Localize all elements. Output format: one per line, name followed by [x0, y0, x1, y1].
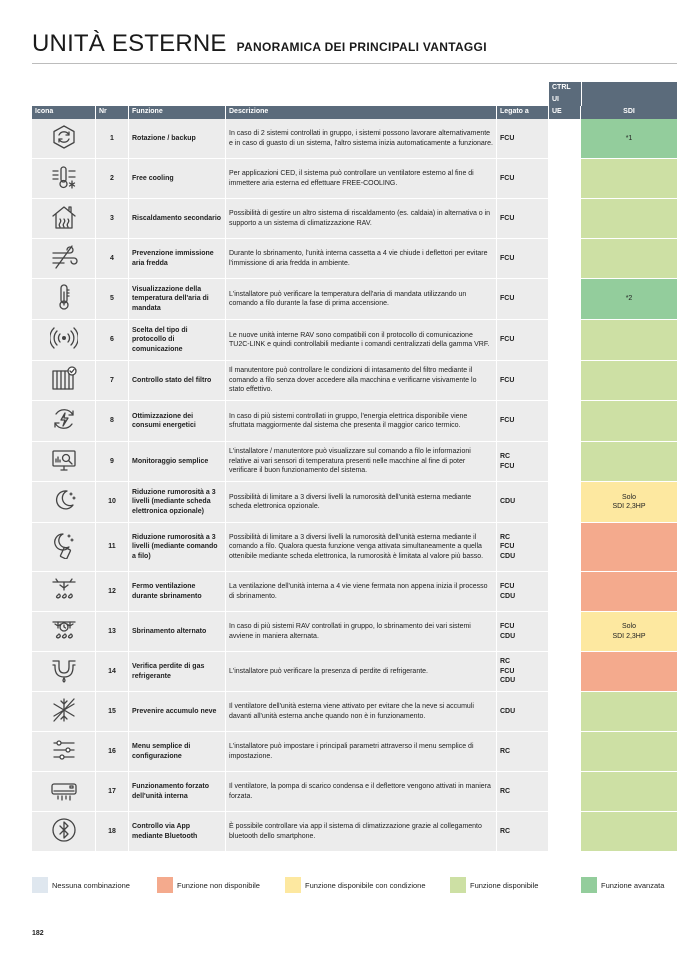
legato-value: RC FCU CDU: [500, 533, 516, 560]
icon-cell: [32, 612, 96, 651]
table-row: [32, 239, 677, 279]
col-ue: UE: [549, 106, 581, 119]
function-cell: [129, 320, 226, 360]
nr-cell: [96, 612, 129, 651]
sdi-cell: [581, 652, 677, 691]
rotation-icon: [50, 123, 78, 155]
sdi-value: *2: [625, 295, 633, 303]
nr-cell: [96, 523, 129, 571]
function-name: Fermo ventilazione durante sbrinamento: [132, 583, 202, 600]
table-row: [32, 523, 677, 572]
function-cell: [129, 401, 226, 441]
description-cell: [226, 652, 497, 691]
legato-cell: [497, 772, 549, 811]
description-text: Il manutentore può controllare le condizioni di intasamento del filtro mediante il comando a filo senza dover accedere alla macchina e verificarne visivamente lo stato effettivo.: [229, 367, 477, 394]
function-name: Prevenire accumulo neve: [132, 707, 217, 715]
description-text: In caso di più sistemi controllati in gruppo, l'energia elettrica disponibile viene sfruttata maggiormente dal sistema che presenta il maggior carico termico.: [229, 412, 468, 429]
sdi-cell: [581, 692, 677, 731]
nr-cell: [96, 572, 129, 611]
sdi-cell: [581, 320, 677, 360]
legato-value: FCU CDU: [500, 583, 516, 600]
ui-label: UI: [549, 94, 581, 106]
description-text: Possibilità di limitare a 3 diversi livelli la rumorosità dell'unità esterna mediante il comando a filo. Qualora questa funzione venga attivata simultaneamente a quella ottenibile mediante scheda elettronica, la rumorosità è limitata al valore più basso.: [229, 533, 484, 560]
legato-value: FCU: [500, 214, 515, 222]
nr-cell: [96, 652, 129, 691]
description-text: Possibilità di gestire un altro sistema di riscaldamento (es. caldaia) in alternativa o in supporto a un sistema di climatizzazione RAV.: [229, 210, 491, 227]
ue-cell: [549, 320, 581, 360]
description-text: Per applicazioni CED, il sistema può controllare un ventilatore esterno al fine di immettere aria esterna ed effettuare FREE-COOLING.: [229, 170, 474, 187]
legato-value: RC: [500, 787, 511, 795]
house-heating-icon: [50, 203, 78, 235]
legato-value: FCU: [500, 295, 515, 303]
sdi-cell: [581, 772, 677, 811]
description-cell: [226, 361, 497, 400]
table-row: [32, 442, 677, 482]
description-text: L'installatore può impostare i principali parametri attraverso il menu semplice di impostazione.: [229, 743, 474, 760]
row-number: 1: [110, 134, 114, 142]
legend-label: Funzione disponibile: [470, 880, 539, 890]
ue-cell: [549, 159, 581, 198]
legato-value: FCU: [500, 254, 515, 262]
function-name: Riscaldamento secondario: [132, 214, 222, 222]
description-cell: [226, 572, 497, 611]
description-text: Il ventilatore, la pompa di scarico condensa e il deflettore vengono attivati in maniera forzata.: [229, 783, 491, 800]
function-name: Ottimizzazione dei consumi energetici: [132, 412, 196, 429]
legato-cell: [497, 159, 549, 198]
legend-label: Funzione avanzata: [601, 880, 665, 890]
nr-cell: [96, 361, 129, 400]
sdi-value: Solo SDI 2,3HP: [612, 493, 646, 510]
ctrl-label: CTRL: [549, 82, 581, 94]
bluetooth-icon: [50, 816, 78, 848]
table-row: [32, 159, 677, 199]
function-cell: [129, 239, 226, 278]
legend-item: [450, 877, 581, 893]
row-number: 9: [110, 457, 114, 465]
row-number: 7: [110, 376, 114, 384]
legato-value: FCU CDU: [500, 623, 516, 640]
icon-cell: [32, 692, 96, 731]
description-cell: [226, 692, 497, 731]
legato-value: CDU: [500, 498, 516, 506]
legato-cell: [497, 361, 549, 400]
function-cell: [129, 732, 226, 771]
ue-cell: [549, 279, 581, 319]
function-cell: [129, 482, 226, 522]
col-icona: Icona: [32, 106, 96, 119]
row-number: 16: [108, 747, 116, 755]
function-name: Prevenzione immissione aria fredda: [132, 250, 214, 267]
legend-label: Nessuna combinazione: [52, 880, 130, 890]
ui-group-header: [549, 94, 677, 106]
legend-swatch: [157, 877, 173, 893]
nr-cell: [96, 199, 129, 238]
function-cell: [129, 612, 226, 651]
ue-cell: [549, 442, 581, 481]
legend-swatch: [285, 877, 301, 893]
table-row: [32, 692, 677, 732]
ue-cell: [549, 199, 581, 238]
function-name: Riduzione rumorosità a 3 livelli (mediante scheda elettronica opzionale): [132, 488, 216, 515]
sdi-cell: [581, 199, 677, 238]
sdi-cell: [581, 612, 677, 651]
legato-value: FCU: [500, 417, 515, 425]
nr-cell: [96, 239, 129, 278]
page-subtitle: PANORAMICA DEI PRINCIPALI VANTAGGI: [236, 40, 487, 54]
nr-cell: [96, 442, 129, 481]
description-cell: [226, 279, 497, 319]
sdi-value: *1: [625, 134, 633, 142]
nr-cell: [96, 401, 129, 441]
night-mode-icon: [50, 486, 78, 518]
legato-cell: [497, 812, 549, 851]
description-text: In caso di più sistemi RAV controllati in gruppo, lo sbrinamento dei vari sistemi avviene in maniera alternata.: [229, 623, 471, 640]
protocol-signal-icon: [50, 324, 78, 356]
description-text: Possibilità di limitare a 3 diversi livelli la rumorosità dell'unità esterna mediante scheda elettronica opzionale.: [229, 493, 472, 510]
legato-cell: [497, 320, 549, 360]
ue-cell: [549, 652, 581, 691]
sdi-cell: [581, 159, 677, 198]
legato-value: RC FCU CDU: [500, 658, 516, 685]
description-cell: [226, 401, 497, 441]
table-row: [32, 812, 677, 852]
night-mode-remote-icon: [50, 531, 78, 563]
function-name: Riduzione rumorosità a 3 livelli (mediante comando a filo): [132, 533, 218, 560]
col-descrizione: Descrizione: [226, 106, 497, 119]
legend-item: [285, 877, 450, 893]
ue-cell: [549, 361, 581, 400]
icon-cell: [32, 279, 96, 319]
icon-cell: [32, 199, 96, 238]
row-number: 18: [108, 827, 116, 835]
function-cell: [129, 159, 226, 198]
row-number: 14: [108, 667, 116, 675]
sdi-cell: [581, 523, 677, 571]
description-cell: [226, 772, 497, 811]
function-name: Monitoraggio semplice: [132, 457, 209, 465]
free-cooling-icon: [50, 163, 78, 195]
nr-cell: [96, 320, 129, 360]
nr-cell: [96, 772, 129, 811]
legend-swatch: [32, 877, 48, 893]
sdi-cell: [581, 572, 677, 611]
legato-cell: [497, 732, 549, 771]
row-number: 11: [108, 543, 116, 551]
table-row: [32, 482, 677, 523]
ue-cell: [549, 812, 581, 851]
legato-value: CDU: [500, 707, 516, 715]
legato-cell: [497, 523, 549, 571]
sdi-cell: [581, 361, 677, 400]
function-name: Sbrinamento alternato: [132, 627, 207, 635]
legato-value: FCU: [500, 134, 515, 142]
description-cell: [226, 442, 497, 481]
sdi-cell: [581, 482, 677, 522]
ue-cell: [549, 732, 581, 771]
sdi-cell: [581, 239, 677, 278]
table-header: [32, 106, 677, 119]
legato-value: RC: [500, 747, 511, 755]
description-cell: [226, 482, 497, 522]
legato-value: RC FCU: [500, 453, 515, 470]
icon-cell: [32, 119, 96, 158]
ue-cell: [549, 572, 581, 611]
legato-cell: [497, 572, 549, 611]
defrost-fan-stop-icon: [50, 576, 78, 608]
function-cell: [129, 572, 226, 611]
icon-cell: [32, 361, 96, 400]
description-text: In caso di 2 sistemi controllati in gruppo, i sistemi possono lavorare alternativamente e in caso di guasto di un sistema, l'altro sistema inizia automaticamente a funzionare.: [229, 130, 493, 147]
sdi-cell: [581, 442, 677, 481]
description-cell: [226, 119, 497, 158]
icon-cell: [32, 320, 96, 360]
page-title: UNITÀ ESTERNE: [32, 30, 227, 57]
legato-cell: [497, 199, 549, 238]
row-number: 17: [108, 787, 116, 795]
row-number: 12: [108, 587, 116, 595]
filter-status-icon: [50, 365, 78, 397]
table-row: [32, 772, 677, 812]
row-number: 4: [110, 254, 114, 262]
legato-value: FCU: [500, 174, 515, 182]
function-cell: [129, 279, 226, 319]
monitoring-icon: [50, 446, 78, 478]
legend-item: [157, 877, 285, 893]
function-cell: [129, 652, 226, 691]
col-sdi: SDI: [623, 108, 635, 115]
function-cell: [129, 119, 226, 158]
nr-cell: [96, 119, 129, 158]
function-name: Controllo stato del filtro: [132, 376, 212, 384]
table-row: [32, 572, 677, 612]
legend-item: [32, 877, 157, 893]
description-text: L'installatore / manutentore può visualizzare sul comando a filo le informazioni relative ai vari sensori di temperatura presenti nelle macchine al fine di poter verificare il buon funzionamento del sistema.: [229, 448, 471, 475]
description-text: È possibile controllare via app il sistema di climatizzazione grazie al collegamento bluetooth dello smartphone.: [229, 823, 482, 840]
function-name: Free cooling: [132, 174, 174, 182]
nr-cell: [96, 482, 129, 522]
legato-value: RC: [500, 827, 511, 835]
refrigerant-leak-icon: [50, 656, 78, 688]
page-header: [32, 30, 677, 64]
row-number: 3: [110, 214, 114, 222]
function-name: Controllo via App mediante Bluetooth: [132, 823, 198, 840]
description-text: Il ventilatore dell'unità esterna viene attivato per evitare che la neve si accumuli davanti all'unità esterna anche quando non è in funzionamento.: [229, 703, 474, 720]
row-number: 6: [110, 336, 114, 344]
legend-label: Funzione non disponibile: [177, 880, 260, 890]
icon-cell: [32, 732, 96, 771]
description-cell: [226, 239, 497, 278]
function-name: Menu semplice di configurazione: [132, 743, 191, 760]
function-cell: [129, 523, 226, 571]
icon-cell: [32, 239, 96, 278]
icon-cell: [32, 482, 96, 522]
page-number: 182: [32, 930, 44, 937]
table-row: [32, 732, 677, 772]
table-row: [32, 652, 677, 692]
alternate-defrost-icon: [50, 616, 78, 648]
function-cell: [129, 442, 226, 481]
row-number: 13: [108, 627, 116, 635]
description-cell: [226, 320, 497, 360]
row-number: 2: [110, 174, 114, 182]
description-cell: [226, 732, 497, 771]
function-name: Verifica perdite di gas refrigerante: [132, 663, 205, 680]
table-row: [32, 361, 677, 401]
ue-cell: [549, 523, 581, 571]
config-menu-icon: [50, 736, 78, 768]
function-cell: [129, 772, 226, 811]
legato-value: FCU: [500, 336, 515, 344]
ue-cell: [549, 612, 581, 651]
icon-cell: [32, 401, 96, 441]
icon-cell: [32, 652, 96, 691]
table-row: [32, 320, 677, 361]
ue-cell: [549, 401, 581, 441]
ue-cell: [549, 239, 581, 278]
col-nr: Nr: [96, 106, 129, 119]
description-text: Le nuove unità interne RAV sono compatibili con il protocollo di comunicazione TU2C-LINK e quindi controllabili mediante i comandi centralizzati della gamma VRF.: [229, 331, 490, 348]
legato-cell: [497, 401, 549, 441]
nr-cell: [96, 692, 129, 731]
description-cell: [226, 523, 497, 571]
function-name: Visualizzazione della temperatura dell'aria di mandata: [132, 285, 209, 312]
function-name: Funzionamento forzato dell'unità interna: [132, 783, 209, 800]
sdi-cell: [581, 732, 677, 771]
description-cell: [226, 199, 497, 238]
nr-cell: [96, 812, 129, 851]
legato-value: FCU: [500, 376, 515, 384]
legato-cell: [497, 612, 549, 651]
legend-item: [581, 877, 677, 893]
description-text: L'installatore può verificare la temperatura dell'aria di mandata utilizzando un comando a filo durante la fase di prima accensione.: [229, 290, 467, 307]
sdi-cell: [581, 119, 677, 158]
function-cell: [129, 812, 226, 851]
legato-cell: [497, 239, 549, 278]
ue-cell: [549, 772, 581, 811]
description-text: L'installatore può verificare la presenza di perdite di refrigerante.: [229, 667, 429, 675]
ctrl-group-header: [549, 82, 677, 94]
table-row: [32, 199, 677, 239]
icon-cell: [32, 159, 96, 198]
nr-cell: [96, 279, 129, 319]
sdi-cell: [581, 279, 677, 319]
icon-cell: [32, 812, 96, 851]
col-funzione: Funzione: [129, 106, 226, 119]
legend-swatch: [581, 877, 597, 893]
icon-cell: [32, 572, 96, 611]
sdi-value: Solo SDI 2,3HP: [612, 623, 646, 640]
description-cell: [226, 159, 497, 198]
ue-cell: [549, 482, 581, 522]
sdi-cell: [581, 401, 677, 441]
table-row: [32, 612, 677, 652]
description-text: Durante lo sbrinamento, l'unità interna cassetta a 4 vie chiude i deflettori per evitare l'immissione di aria fredda in ambiente.: [229, 250, 488, 267]
description-cell: [226, 612, 497, 651]
function-cell: [129, 199, 226, 238]
row-number: 5: [110, 295, 114, 303]
row-number: 15: [108, 707, 116, 715]
function-cell: [129, 361, 226, 400]
sdi-cell: [581, 812, 677, 851]
ue-cell: [549, 119, 581, 158]
col-legato: Legato a: [497, 106, 549, 119]
ue-cell: [549, 692, 581, 731]
legend-label: Funzione disponibile con condizione: [305, 880, 426, 890]
icon-cell: [32, 442, 96, 481]
legato-cell: [497, 482, 549, 522]
row-number: 10: [108, 498, 116, 506]
function-name: Rotazione / backup: [132, 134, 196, 142]
description-cell: [226, 812, 497, 851]
table-row: [32, 119, 677, 159]
nr-cell: [96, 159, 129, 198]
table-row: [32, 279, 677, 320]
description-text: La ventilazione dell'unità interna a 4 vie viene fermata non appena inizia il processo di sbrinamento.: [229, 583, 488, 600]
thermometer-icon: [50, 283, 78, 315]
icon-cell: [32, 523, 96, 571]
snow-prevention-icon: [50, 696, 78, 728]
table-row: [32, 401, 677, 442]
nr-cell: [96, 732, 129, 771]
legato-cell: [497, 119, 549, 158]
icon-cell: [32, 772, 96, 811]
legato-cell: [497, 652, 549, 691]
legend-swatch: [450, 877, 466, 893]
cold-draft-prevention-icon: [50, 243, 78, 275]
legato-cell: [497, 279, 549, 319]
legato-cell: [497, 692, 549, 731]
row-number: 8: [110, 417, 114, 425]
energy-optimization-icon: [50, 405, 78, 437]
function-cell: [129, 692, 226, 731]
forced-operation-icon: [50, 776, 78, 808]
function-name: Scelta del tipo di protocollo di comunicazione: [132, 326, 188, 353]
legend: [32, 877, 677, 893]
legato-cell: [497, 442, 549, 481]
